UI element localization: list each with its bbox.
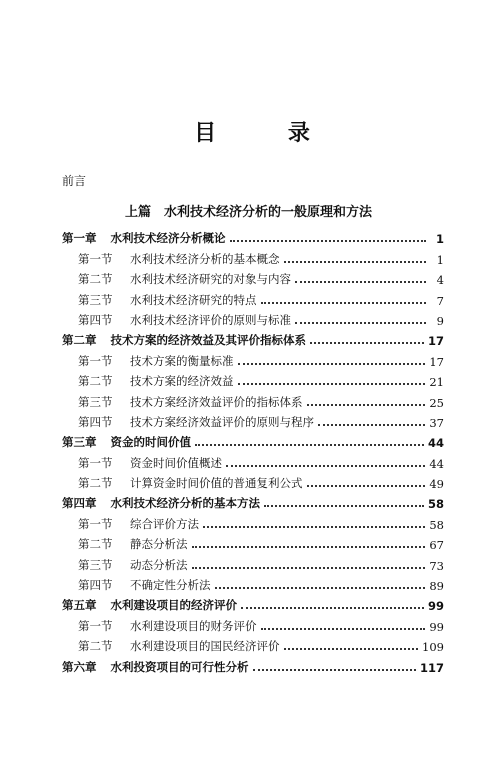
- toc-entry-page: 73: [429, 558, 444, 573]
- dot-leader: [203, 526, 425, 528]
- dot-leader: [261, 628, 426, 630]
- dot-leader: [253, 669, 416, 671]
- toc-entry-number: 第二节: [78, 639, 113, 654]
- toc-entry-number: 第四节: [78, 414, 113, 429]
- toc-entry-title: 水利建设项目的国民经济评价: [130, 639, 280, 654]
- toc-entry-page: 58: [427, 497, 444, 512]
- toc-entry-title: 资金的时间价值: [110, 435, 191, 450]
- toc-entry-number: 第三章: [62, 435, 97, 450]
- toc-entry-number: 第二节: [78, 537, 113, 552]
- toc-entry-number: 第三节: [78, 557, 113, 572]
- toc-section-entry: [62, 634, 444, 654]
- toc-entry-title: 水利投资项目的可行性分析: [110, 659, 249, 674]
- toc-entry-page: 99: [427, 599, 444, 614]
- toc-entry-title: 静态分析法: [130, 537, 188, 552]
- preface-entry: 前言: [62, 174, 87, 188]
- toc-entry-number: 第三节: [78, 394, 113, 409]
- toc-entry-page: 109: [422, 640, 444, 655]
- dot-leader: [284, 261, 427, 263]
- dot-leader: [192, 567, 426, 569]
- toc-entry-page: 1: [436, 252, 444, 267]
- toc-entry-title: 技术方案的经济效益: [130, 374, 234, 389]
- dot-leader: [226, 465, 425, 467]
- toc-section-entry: [62, 471, 444, 491]
- toc-entry-number: 第四章: [62, 496, 97, 511]
- dot-leader: [295, 281, 426, 283]
- toc-chapter-entry: [62, 654, 444, 674]
- toc-entry-title: 水利技术经济分析的基本概念: [130, 251, 280, 266]
- toc-section-entry: [62, 552, 444, 572]
- toc-entry-page: 49: [429, 477, 444, 492]
- dot-leader: [241, 607, 424, 609]
- dot-leader: [307, 485, 426, 487]
- toc-entry-title: 技术方案的衡量标准: [130, 353, 234, 368]
- dot-leader: [310, 342, 424, 344]
- toc-entry-page: 37: [429, 415, 444, 430]
- toc-entry-number: 第六章: [62, 659, 97, 674]
- toc-section-entry: [62, 511, 444, 531]
- toc-entry-title: 水利技术经济分析概论: [110, 231, 226, 246]
- toc-entry-page: 44: [429, 456, 444, 471]
- toc-entry-page: 21: [429, 375, 444, 390]
- toc-entry-page: 7: [436, 293, 444, 308]
- toc-entry-title: 水利建设项目的经济评价: [110, 598, 237, 613]
- toc-entry-page: 9: [436, 313, 444, 328]
- toc-section-entry: [62, 267, 444, 287]
- dot-leader: [238, 363, 426, 365]
- toc-section-entry: [62, 532, 444, 552]
- toc-entry-page: 99: [429, 619, 444, 634]
- toc-entry-number: 第三节: [78, 292, 113, 307]
- dot-leader: [192, 546, 426, 548]
- toc-entry-number: 第一节: [78, 353, 113, 368]
- toc-entry-number: 第四节: [78, 312, 113, 327]
- toc-chapter-entry: [62, 430, 444, 450]
- toc-entry-page: 117: [419, 660, 444, 675]
- toc-entry-number: 第二章: [62, 333, 97, 348]
- toc-entry-page: 67: [429, 538, 444, 553]
- toc-entry-number: 第一节: [78, 455, 113, 470]
- toc-entry-page: 17: [429, 354, 444, 369]
- dot-leader: [261, 302, 427, 304]
- toc-chapter-entry: [62, 328, 444, 348]
- toc-entry-page: 25: [429, 395, 444, 410]
- toc-section-entry: [62, 369, 444, 389]
- toc-section-entry: [62, 450, 444, 470]
- table-of-contents: [62, 226, 444, 675]
- toc-entry-title: 水利技术经济研究的特点: [130, 292, 257, 307]
- toc-section-entry: [62, 246, 444, 266]
- dot-leader: [318, 424, 425, 426]
- toc-entry-number: 第一节: [78, 251, 113, 266]
- toc-entry-title: 水利技术经济评价的原则与标准: [130, 312, 291, 327]
- toc-section-entry: [62, 573, 444, 593]
- toc-chapter-entry: [62, 593, 444, 613]
- toc-entry-title: 综合评价方法: [130, 516, 199, 531]
- dot-leader: [284, 648, 419, 650]
- toc-entry-title: 水利技术经济研究的对象与内容: [130, 272, 291, 287]
- dot-leader: [230, 240, 427, 242]
- toc-entry-number: 第二节: [78, 374, 113, 389]
- dot-leader: [238, 383, 426, 385]
- toc-entry-title: 技术方案经济效益评价的原则与程序: [130, 414, 314, 429]
- dot-leader: [307, 404, 426, 406]
- toc-entry-number: 第一节: [78, 618, 113, 633]
- toc-entry-title: 水利技术经济分析的基本方法: [110, 496, 260, 511]
- toc-entry-page: 4: [436, 273, 444, 288]
- toc-entry-title: 不确定性分析法: [130, 578, 211, 593]
- toc-entry-page: 89: [429, 579, 444, 594]
- toc-section-entry: [62, 410, 444, 430]
- toc-entry-number: 第四节: [78, 578, 113, 593]
- toc-entry-title: 计算资金时间价值的普通复利公式: [130, 476, 303, 491]
- toc-entry-number: 第五章: [62, 598, 97, 613]
- toc-entry-title: 水利建设项目的财务评价: [130, 618, 257, 633]
- toc-section-entry: [62, 613, 444, 633]
- dot-leader: [195, 444, 424, 446]
- toc-entry-page: 1: [435, 232, 444, 247]
- toc-chapter-entry: [62, 226, 444, 246]
- toc-section-entry: [62, 389, 444, 409]
- toc-entry-title: 动态分析法: [130, 557, 188, 572]
- toc-entry-number: 第一章: [62, 231, 97, 246]
- dot-leader: [295, 322, 426, 324]
- toc-entry-title: 资金时间价值概述: [130, 455, 222, 470]
- toc-entry-page: 58: [429, 517, 444, 532]
- toc-entry-number: 第二节: [78, 476, 113, 491]
- toc-entry-number: 第一节: [78, 516, 113, 531]
- toc-entry-title: 技术方案的经济效益及其评价指标体系: [110, 333, 306, 348]
- toc-section-entry: [62, 287, 444, 307]
- toc-chapter-entry: [62, 491, 444, 511]
- toc-section-entry: [62, 308, 444, 328]
- part-title: 上篇 水利技术经济分析的一般原理和方法: [125, 205, 373, 220]
- toc-entry-page: 17: [427, 334, 444, 349]
- page-title: 目 录: [194, 121, 342, 146]
- dot-leader: [215, 587, 426, 589]
- toc-entry-page: 44: [427, 436, 444, 451]
- toc-entry-title: 技术方案经济效益评价的指标体系: [130, 394, 303, 409]
- toc-entry-number: 第二节: [78, 272, 113, 287]
- toc-section-entry: [62, 348, 444, 368]
- dot-leader: [264, 505, 424, 507]
